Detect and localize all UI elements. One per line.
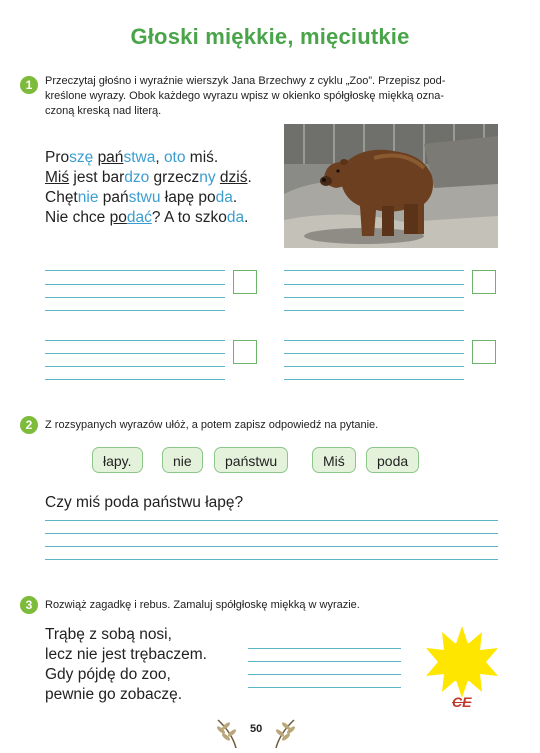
consonant-box[interactable] bbox=[472, 340, 496, 364]
writing-line[interactable] bbox=[284, 270, 464, 271]
writing-line[interactable] bbox=[45, 546, 498, 547]
writing-line[interactable] bbox=[248, 674, 401, 675]
writing-line[interactable] bbox=[248, 687, 401, 688]
writing-line[interactable] bbox=[284, 379, 464, 380]
word-tile[interactable]: Miś bbox=[312, 447, 356, 473]
poem-line-2: Miś jest bardzo grzeczny dziś. bbox=[45, 169, 252, 186]
instruction-line: czoną kreską nad literą. bbox=[45, 105, 162, 117]
writing-line[interactable] bbox=[45, 559, 498, 560]
word-tile[interactable]: nie bbox=[162, 447, 203, 473]
riddle bbox=[45, 625, 207, 705]
word-tile[interactable]: łapy. bbox=[92, 447, 143, 473]
bear-illustration bbox=[284, 124, 498, 248]
exercise-1-instruction bbox=[45, 74, 515, 119]
poem-line-3: Chętnie państwu łapę poda. bbox=[45, 189, 238, 206]
writing-line[interactable] bbox=[45, 379, 225, 380]
page-number: 50 bbox=[250, 723, 263, 735]
exercise-3-instruction: Rozwiąż zagadkę i rebus. Zamaluj spółgłoskę miękką w wyrazie. bbox=[45, 599, 360, 611]
consonant-box[interactable] bbox=[472, 270, 496, 294]
word-tile[interactable]: państwu bbox=[214, 447, 288, 473]
exercise-3-badge: 3 bbox=[20, 596, 38, 614]
consonant-box[interactable] bbox=[233, 340, 257, 364]
poem-line-4: Nie chce podać? A to szkoda. bbox=[45, 209, 249, 226]
writing-line[interactable] bbox=[248, 661, 401, 662]
writing-line[interactable] bbox=[248, 648, 401, 649]
bear-photo bbox=[284, 124, 498, 248]
writing-line[interactable] bbox=[45, 366, 225, 367]
riddle-line: Trąbę z sobą nosi, bbox=[45, 626, 172, 643]
writing-line[interactable] bbox=[45, 284, 225, 285]
question-text: Czy miś poda państwu łapę? bbox=[45, 494, 244, 511]
writing-line[interactable] bbox=[284, 340, 464, 341]
writing-line[interactable] bbox=[284, 353, 464, 354]
sun-icon bbox=[424, 624, 500, 700]
instruction-line: Przeczytaj głośno i wyraźnie wierszyk Jana Brzechwy z cyklu „Zoo”. Przepisz pod- bbox=[45, 75, 446, 87]
writing-line[interactable] bbox=[45, 533, 498, 534]
branch-left-icon bbox=[214, 718, 240, 748]
instruction-line: kreślone wyrazy. Obok każdego wyrazu wpisz w okienko spółgłoskę miękką ozna- bbox=[45, 90, 445, 102]
writing-line[interactable] bbox=[284, 297, 464, 298]
writing-line[interactable] bbox=[45, 353, 225, 354]
writing-line[interactable] bbox=[284, 310, 464, 311]
writing-line[interactable] bbox=[284, 284, 464, 285]
writing-line[interactable] bbox=[284, 366, 464, 367]
writing-line[interactable] bbox=[45, 310, 225, 311]
riddle-line: Gdy pójdę do zoo, bbox=[45, 666, 171, 683]
page-title: Głoski miękkie, mięciutkie bbox=[130, 24, 410, 49]
poem-line-1: Proszę państwa, oto miś. bbox=[45, 149, 219, 166]
riddle-line: pewnie go zobaczę. bbox=[45, 686, 183, 703]
poem bbox=[45, 148, 252, 228]
exercise-2-badge: 2 bbox=[20, 416, 38, 434]
consonant-box[interactable] bbox=[233, 270, 257, 294]
word-tile[interactable]: poda bbox=[366, 447, 419, 473]
writing-line[interactable] bbox=[45, 520, 498, 521]
exercise-1-badge: 1 bbox=[20, 76, 38, 94]
writing-line[interactable] bbox=[45, 270, 225, 271]
rebus-text: CE bbox=[452, 694, 472, 710]
riddle-line: lecz nie jest trębaczem. bbox=[45, 646, 207, 663]
branch-right-icon bbox=[272, 718, 298, 748]
writing-line[interactable] bbox=[45, 297, 225, 298]
exercise-2-instruction: Z rozsypanych wyrazów ułóż, a potem zapisz odpowiedź na pytanie. bbox=[45, 419, 379, 431]
writing-line[interactable] bbox=[45, 340, 225, 341]
